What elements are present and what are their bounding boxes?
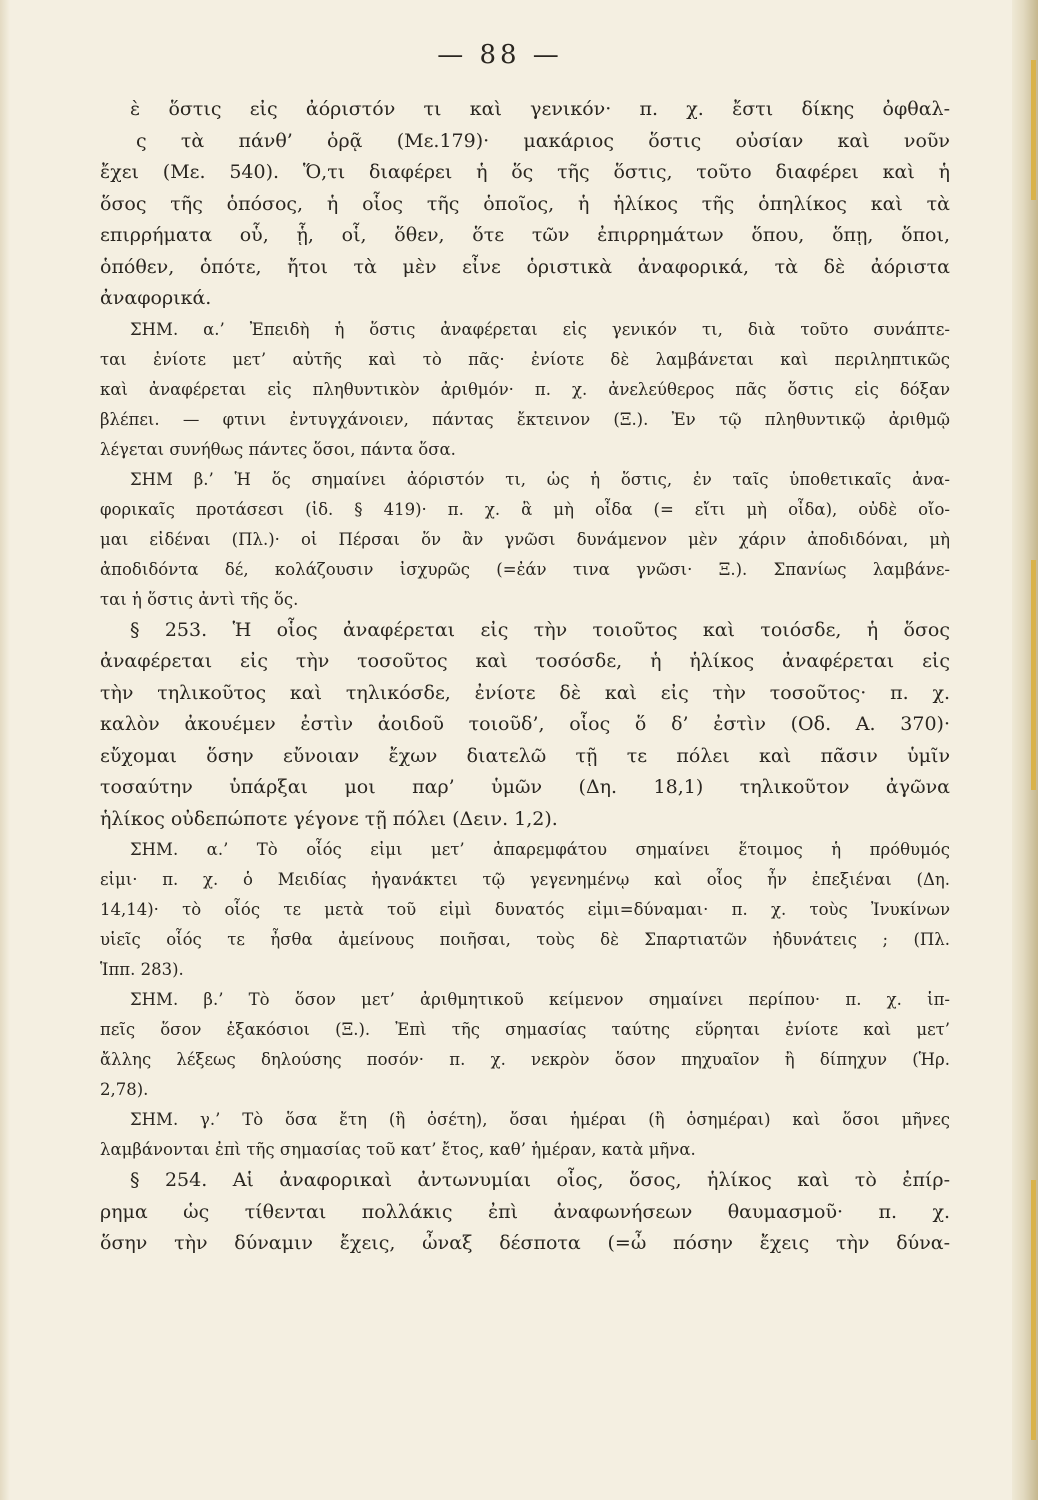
text-line: ΣΗΜ. α.’ Ἐπειδὴ ἡ ὅστις ἀναφέρεται εἰς γενικόν τι, διὰ τοῦτο συνάπτε- <box>130 319 950 339</box>
text-line: ΣΗΜ β.’ Ἡ ὅς σημαίνει ἀόριστόν τι, ὡς ἡ ὅστις, ἐν ταῖς ὑποθετικαῖς ἀνα- <box>130 469 950 489</box>
text-line: ται ἡ ὅστις ἀντὶ τῆς ὅς. <box>100 589 299 609</box>
text-line: ἀναφέρεται εἰς τὴν τοσοῦτος καὶ τοσόσδε, ἡ ἡλίκος ἀναφέρεται εἰς <box>100 650 950 672</box>
text-line: ὲ ὅστις εἰς ἀόριστόν τι καὶ γενικόν· π. χ. ἔστι δίκης ὀφθαλ- <box>130 98 950 120</box>
text-line: ἡλίκος οὐδεπώποτε γέγονε τῇ πόλει (Δειν. 1,2). <box>100 807 558 830</box>
text-line: § 254. Αἱ ἀναφορικαὶ ἀντωνυμίαι οἷος, ὅσος, ἡλίκος καὶ τὸ ἐπίρ- <box>130 1169 950 1191</box>
text-line: ς τὰ πάνθ’ ὁρᾷ (Με.179)· μακάριος ὅστις οὐσίαν καὶ νοῦν <box>136 129 950 152</box>
text-line: Ἱππ. 283). <box>100 960 184 979</box>
text-line: επιρρήματα οὗ, ᾗ, οἷ, ὅθεν, ὅτε τῶν ἐπιρρημάτων ὅπου, ὅπῃ, ὅποι, <box>100 224 950 246</box>
text-line: υἱεῖς οἷός τε ἦσθα ἀμείνους ποιῆσαι, τοὺς δὲ Σπαρτιατῶν ἠδυνάτεις ; (Πλ. <box>100 930 950 949</box>
text-line: εἰμι· π. χ. ὁ Μειδίας ἠγανάκτει τῷ γεγενημένῳ καὶ οἷος ἦν ἐπεξιέναι (Δη. <box>100 870 950 889</box>
edge-stain <box>1031 560 1036 790</box>
text-line: καὶ ἀναφέρεται εἰς πληθυντικὸν ἀριθμόν· π. χ. ἀνελεύθερος πᾶς ὅστις εἰς δόξαν <box>100 379 950 399</box>
text-line: ΣΗΜ. γ.’ Τὸ ὅσα ἔτη (ἢ ὁσέτη), ὅσαι ἡμέραι (ἢ ὁσημέραι) καὶ ὅσοι μῆνες <box>130 1110 950 1129</box>
text-line: βλέπει. — φτινι ἐντυγχάνοιεν, πάντας ἔκτεινον (Ξ.). Ἐν τῷ πληθυντικῷ ἀριθμῷ <box>100 409 950 429</box>
edge-stain <box>1031 1180 1036 1440</box>
edge-stain <box>1031 60 1036 200</box>
body-text <box>100 94 950 1260</box>
text-line: εὔχομαι ὅσην εὔνοιαν ἔχων διατελῶ τῇ τε πόλει καὶ πᾶσιν ὑμῖν <box>100 744 950 767</box>
text-line: λέγεται συνήθως πάντες ὅσοι, πάντα ὅσα. <box>100 439 456 459</box>
text-line: 2,78). <box>100 1080 149 1099</box>
text-line: ἄλλης λέξεως δηλούσης ποσόν· π. χ. νεκρὸν ὅσον πηχυαῖον ἢ δίπηχυν (Ἡρ. <box>100 1050 950 1069</box>
text-line: τὴν τηλικοῦτος καὶ τηλικόσδε, ἐνίοτε δὲ καὶ εἰς τὴν τοσοῦτος· π. χ. <box>100 681 950 704</box>
text-line: ΣΗΜ. α.’ Τὸ οἷός εἰμι μετ’ ἀπαρεμφάτου σημαίνει ἕτοιμος ἡ πρόθυμός <box>130 840 950 859</box>
text-line: καλὸν ἀκουέμεν ἐστὶν ἀοιδοῦ τοιοῦδ’, οἷος ὅ δ’ ἐστὶν (Οδ. Α. 370)· <box>100 713 950 735</box>
text-line: 14,14)· τὸ οἷός τε μετὰ τοῦ εἰμὶ δυνατός εἰμι=δύναμαι· π. χ. τοὺς Ἰνυκίνων <box>100 900 950 919</box>
text-line: § 253. Ἡ οἷος ἀναφέρεται εἰς τὴν τοιοῦτος καὶ τοιόσδε, ἡ ὅσος <box>130 618 950 641</box>
text-line: ται ἐνίοτε μετ’ αὐτῆς καὶ τὸ πᾶς· ἐνίοτε δὲ λαμβάνεται καὶ περιληπτικῶς <box>100 349 950 369</box>
page-number: — 88 — <box>437 40 563 70</box>
text-line: ἀναφορικά. <box>100 287 212 309</box>
text-line: μαι εἰδέναι (Πλ.)· οἱ Πέρσαι ὅν ἂν γνῶσι δυνάμενον μὲν χάριν ἀποδιδόναι, μὴ <box>100 529 950 549</box>
text-line: ὅσος τῆς ὁπόσος, ἡ οἷος τῆς ὁποῖος, ἡ ἡλίκος τῆς ὁπηλίκος καὶ τὰ <box>100 192 950 215</box>
text-line: πεῖς ὅσον ἑξακόσιοι (Ξ.). Ἐπὶ τῆς σημασίας ταύτης εὕρηται ἐνίοτε καὶ μετ’ <box>100 1020 950 1039</box>
text-line: ἀποδιδόντα δέ, κολάζουσιν ἰσχυρῶς (=ἐάν τινα γνῶσι· Ξ.). Σπανίως λαμβάνε- <box>100 559 950 579</box>
text-line: ἔχει (Με. 540). Ὅ,τι διαφέρει ἡ ὅς τῆς ὅστις, τοῦτο διαφέρει καὶ ἡ <box>100 161 950 183</box>
text-line: λαμβάνονται ἐπὶ τῆς σημασίας τοῦ κατ’ ἔτος, καθ’ ἡμέραν, κατὰ μῆνα. <box>100 1140 696 1159</box>
page-gutter <box>0 0 10 1500</box>
text-line: τοσαύτην ὑπάρξαι μοι παρ’ ὑμῶν (Δη. 18,1) τηλικοῦτον ἀγῶνα <box>100 776 950 798</box>
text-line: ΣΗΜ. β.’ Τὸ ὅσον μετ’ ἀριθμητικοῦ κείμενον σημαίνει περίπου· π. χ. ἱπ- <box>130 990 950 1009</box>
text-line: ὁπόθεν, ὁπότε, ἤτοι τὰ μὲν εἶνε ὁριστικὰ ἀναφορικά, τὰ δὲ ἀόριστα <box>100 255 950 278</box>
text-line: ρημα ὡς τίθενται πολλάκις ἐπὶ ἀναφωνήσεων θαυμασμοῦ· π. χ. <box>100 1200 950 1223</box>
text-line: ὅσην τὴν δύναμιν ἔχεις, ὦναξ δέσποτα (=ὦ πόσην ἔχεις τὴν δύνα- <box>100 1232 950 1254</box>
text-line: φορικαῖς προτάσεσι (ἰδ. § 419)· π. χ. ἃ μὴ οἶδα (= εἴτι μὴ οἶδα), οὐδὲ οἴο- <box>100 499 950 519</box>
page-edge <box>1012 0 1038 1500</box>
